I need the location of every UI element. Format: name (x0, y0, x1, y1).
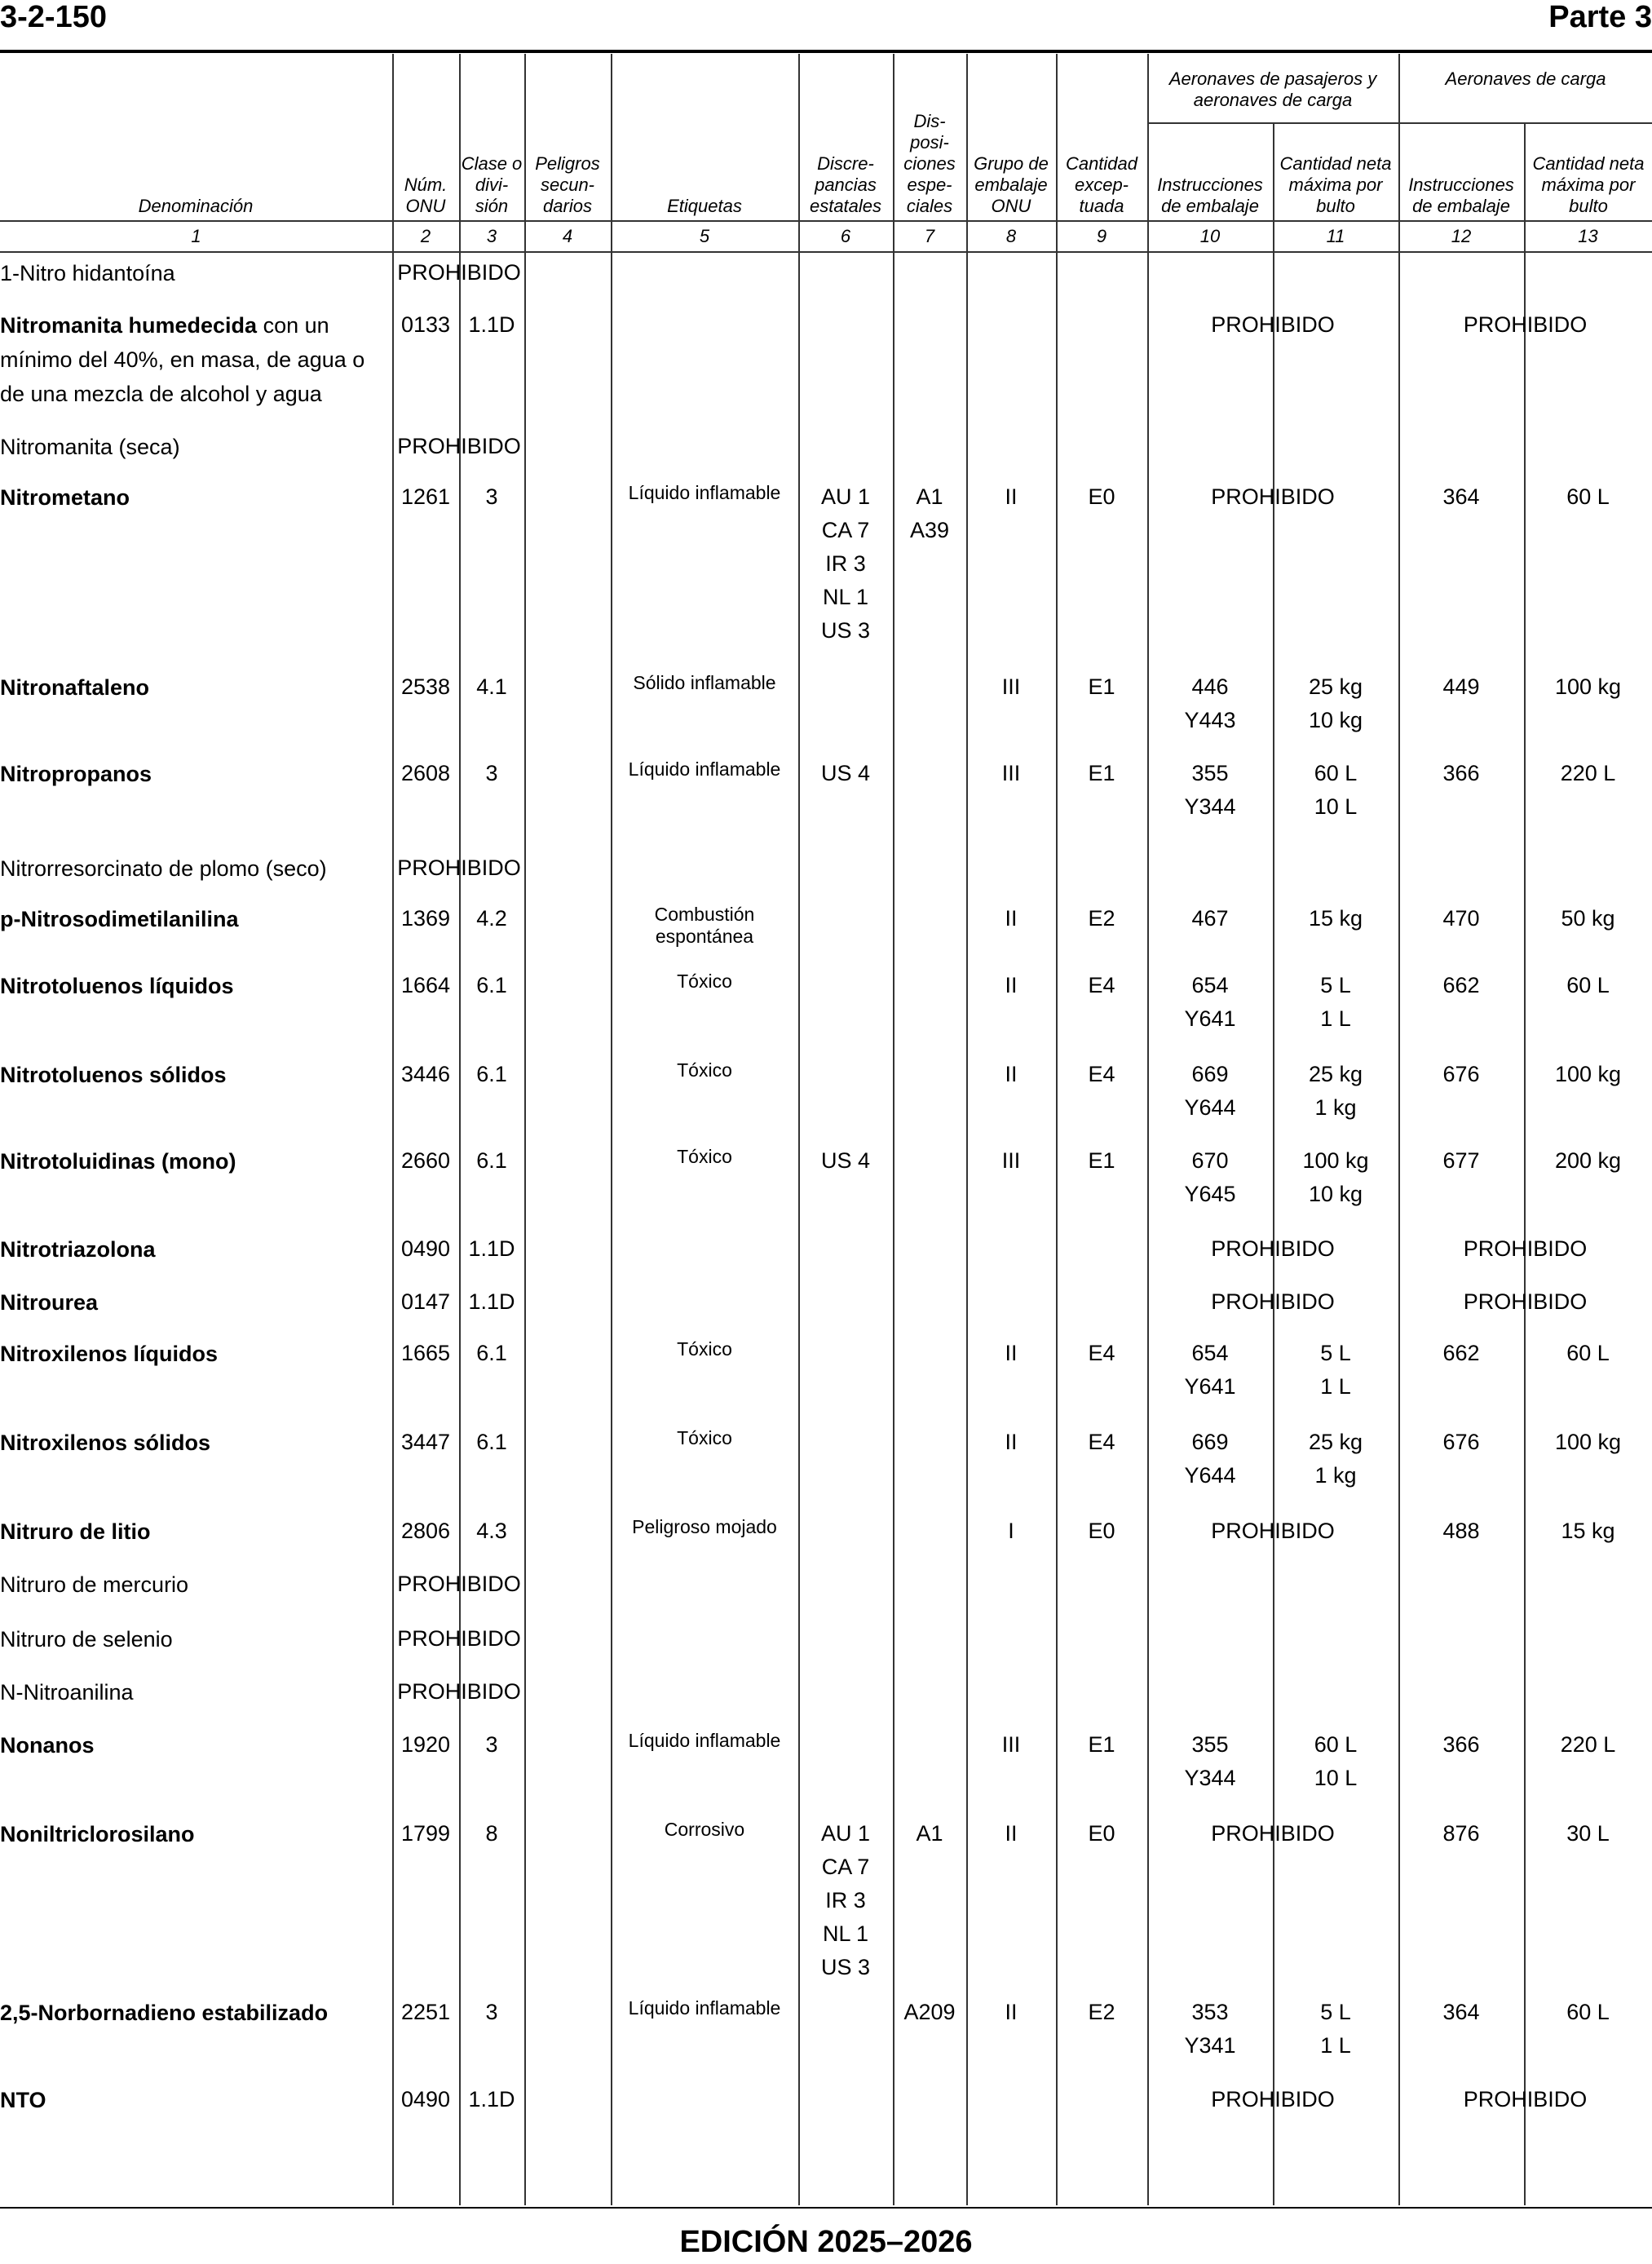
header-peligros: Peligros secun- darios (535, 153, 600, 216)
packing-group: II (1005, 973, 1018, 997)
cargo-prohibited-label: PROHIBIDO (1463, 1236, 1588, 1261)
excepted-quantity: E4 (1088, 1341, 1115, 1365)
substance-name-bold: Nitroxilenos sólidos (0, 1430, 211, 1455)
column-divider (1273, 54, 1274, 2205)
pax-prohibited-label: PROHIBIDO (1211, 1519, 1335, 1543)
cargo-max-quantity: 200 kg (1554, 1148, 1622, 1173)
un-number: 2538 (400, 674, 451, 699)
part-label: Parte 3 (1548, 0, 1652, 34)
state-variation: IR 3 (825, 551, 866, 576)
hazard-label: Corrosivo (664, 1819, 745, 1840)
substance-name-bold: Nitronaftaleno (0, 675, 150, 700)
pax-packing-instruction: Y641 (1184, 1006, 1236, 1031)
pax-packing-instruction: 670 (1191, 1148, 1229, 1173)
header-clase: Clase o divi- sión (461, 153, 523, 216)
substance-name (0, 1144, 383, 1178)
pax-prohibited-label: PROHIBIDO (1211, 1821, 1335, 1846)
cargo-packing-instruction: 364 (1442, 2000, 1480, 2024)
cargo-max-quantity: 30 L (1566, 1821, 1610, 1846)
substance-name-bold: p-Nitrosodimetilanilina (0, 907, 239, 931)
header-cantidad: Cantidad excep- tuada (1065, 153, 1138, 216)
substance-name (0, 969, 383, 1003)
un-number: 2251 (400, 2000, 451, 2024)
pax-packing-instruction: 446 (1191, 674, 1229, 699)
un-number: 1261 (400, 484, 451, 509)
column-divider (893, 54, 894, 2205)
pax-packing-instruction: Y645 (1184, 1182, 1236, 1206)
pax-prohibited-label: PROHIBIDO (1211, 2087, 1335, 2111)
group-header-passenger: Aeronaves de pasajeros y aeronaves de carga (1168, 69, 1377, 110)
hazard-label: Tóxico (677, 1146, 732, 1167)
pax-packing-instruction: 654 (1191, 1341, 1229, 1365)
substance-name-bold: Nitroxilenos líquidos (0, 1342, 219, 1366)
pax-packing-instruction: 355 (1191, 761, 1229, 785)
prohibited-label: PROHIBIDO (397, 1572, 521, 1596)
cargo-max-quantity: 60 L (1566, 484, 1610, 509)
excepted-quantity: E0 (1088, 1821, 1115, 1846)
page-number: 3-2-150 (0, 0, 107, 34)
pax-max-quantity: 15 kg (1308, 906, 1363, 931)
hazard-label: Líquido inflamable (628, 482, 781, 503)
excepted-quantity: E0 (1088, 484, 1115, 509)
page-header (0, 0, 1652, 49)
column-divider (1147, 54, 1149, 2205)
column-divider (1524, 54, 1526, 2205)
header-etiquetas: Etiquetas (667, 196, 742, 216)
cargo-max-quantity: 100 kg (1554, 1062, 1622, 1086)
substance-name-bold: Nitrourea (0, 1290, 99, 1315)
pax-packing-instruction: 669 (1191, 1430, 1229, 1454)
class-division: 6.1 (476, 1430, 507, 1454)
substance-name-detail: N-Nitroanilina (0, 1680, 134, 1705)
pax-packing-instruction: Y344 (1184, 794, 1236, 819)
pax-max-quantity: 25 kg (1308, 674, 1363, 699)
cargo-max-quantity: 220 L (1560, 1732, 1616, 1757)
prohibited-label: PROHIBIDO (397, 434, 521, 458)
column-divider (392, 54, 394, 2205)
cargo-max-quantity: 60 L (1566, 2000, 1610, 2024)
cargo-packing-instruction: 662 (1442, 973, 1480, 997)
state-variation: CA 7 (821, 1855, 870, 1879)
column-divider (459, 54, 461, 2205)
hazard-label: Sólido inflamable (633, 672, 776, 693)
header-rule (0, 50, 1652, 53)
cargo-packing-instruction: 876 (1442, 1821, 1480, 1846)
header-qty-cargo: Cantidad neta máxima por bulto (1532, 153, 1645, 216)
substance-name (0, 1817, 383, 1851)
substance-name (0, 1337, 383, 1371)
cargo-max-quantity: 60 L (1566, 1341, 1610, 1365)
special-provision: A1 (916, 484, 943, 509)
un-number: 1369 (400, 906, 451, 931)
column-divider (1398, 54, 1400, 2205)
pax-packing-instruction: 654 (1191, 973, 1229, 997)
hazard-label: Tóxico (677, 1059, 732, 1081)
column-number: 6 (840, 226, 851, 246)
cargo-prohibited-label: PROHIBIDO (1463, 2087, 1588, 2111)
cargo-packing-instruction: 366 (1442, 761, 1480, 785)
cargo-packing-instruction: 470 (1442, 906, 1480, 931)
pax-packing-instruction: Y443 (1184, 708, 1236, 732)
pax-max-quantity: 5 L (1320, 2000, 1351, 2024)
substance-name-bold: Nitruro de litio (0, 1519, 151, 1544)
cargo-max-quantity: 100 kg (1554, 1430, 1622, 1454)
packing-group: III (1001, 1732, 1021, 1757)
class-division: 4.2 (476, 906, 507, 931)
header-disposiciones: Dis- posi- ciones espe- ciales (903, 111, 956, 216)
hazard-label: Líquido inflamable (628, 1730, 781, 1751)
substance-name (0, 902, 383, 936)
substance-name (0, 1426, 383, 1460)
pax-max-quantity: 1 kg (1314, 1095, 1357, 1120)
packing-group: II (1005, 2000, 1018, 2024)
cargo-packing-instruction: 364 (1442, 484, 1480, 509)
prohibited-label: PROHIBIDO (397, 1626, 521, 1651)
class-division: 6.1 (476, 973, 507, 997)
un-number: 0147 (400, 1289, 451, 1314)
column-number: 3 (486, 226, 497, 246)
packing-group: II (1005, 1430, 1018, 1454)
substance-name-bold: Nitrotoluidinas (mono) (0, 1149, 236, 1174)
excepted-quantity: E1 (1088, 761, 1115, 785)
cargo-packing-instruction: 488 (1442, 1519, 1480, 1543)
substance-name (0, 480, 383, 515)
pax-max-quantity: 1 L (1320, 2033, 1351, 2058)
substance-name (0, 1675, 383, 1709)
excepted-quantity: E0 (1088, 1519, 1115, 1543)
substance-name-bold: Nitromanita humedecida (0, 313, 258, 338)
state-variation: AU 1 (820, 1821, 871, 1846)
header-qty-pax: Cantidad neta máxima por bulto (1279, 153, 1392, 216)
substance-name-bold: Nitrotoluenos líquidos (0, 974, 234, 998)
pax-prohibited-label: PROHIBIDO (1211, 1236, 1335, 1261)
un-number: 3446 (400, 1062, 451, 1086)
substance-name (0, 1232, 383, 1267)
hazard-label: Tóxico (677, 1338, 732, 1360)
substance-name (0, 1996, 383, 2030)
pax-prohibited-label: PROHIBIDO (1211, 484, 1335, 509)
class-division: 3 (485, 761, 498, 785)
class-division: 6.1 (476, 1341, 507, 1365)
un-number: 0490 (400, 1236, 451, 1261)
column-number: 7 (924, 226, 935, 246)
state-variation: NL 1 (822, 1921, 869, 1946)
substance-name-bold: Nitrotoluenos sólidos (0, 1063, 227, 1087)
substance-name-bold: Nitrometano (0, 485, 130, 510)
prohibited-label: PROHIBIDO (397, 856, 521, 880)
substance-name (0, 2083, 383, 2117)
number-row-rule (0, 251, 1652, 253)
packing-group: II (1005, 1341, 1018, 1365)
pax-max-quantity: 10 L (1314, 794, 1358, 819)
pax-packing-instruction: Y644 (1184, 1095, 1236, 1120)
excepted-quantity: E4 (1088, 1062, 1115, 1086)
column-number: 11 (1326, 226, 1345, 246)
footer-rule (0, 2207, 1652, 2209)
column-number: 8 (1005, 226, 1017, 246)
state-variation: US 3 (820, 618, 871, 643)
excepted-quantity: E4 (1088, 973, 1115, 997)
pax-max-quantity: 5 L (1320, 1341, 1351, 1365)
excepted-quantity: E1 (1088, 1148, 1115, 1173)
cargo-packing-instruction: 366 (1442, 1732, 1480, 1757)
pax-packing-instruction: Y641 (1184, 1374, 1236, 1399)
state-variation: AU 1 (820, 484, 871, 509)
class-division: 1.1D (468, 2087, 515, 2111)
state-variation: CA 7 (821, 518, 870, 542)
substance-name (0, 308, 383, 411)
header-discrepancias: Discre- pancias estatales (809, 153, 882, 216)
class-division: 8 (485, 1821, 498, 1846)
packing-group: II (1005, 1062, 1018, 1086)
cargo-prohibited-label: PROHIBIDO (1463, 1289, 1588, 1314)
state-variation: NL 1 (822, 585, 869, 609)
un-number: 1665 (400, 1341, 451, 1365)
special-provision: A209 (903, 2000, 956, 2024)
excepted-quantity: E1 (1088, 674, 1115, 699)
substance-name-detail: Nitromanita (seca) (0, 435, 180, 459)
column-number: 9 (1096, 226, 1107, 246)
packing-group: III (1001, 674, 1021, 699)
column-number: 13 (1578, 226, 1598, 246)
class-division: 3 (485, 484, 498, 509)
pax-packing-instruction: 355 (1191, 1732, 1229, 1757)
excepted-quantity: E2 (1088, 906, 1115, 931)
column-number: 2 (420, 226, 431, 246)
column-divider (966, 54, 968, 2205)
class-division: 6.1 (476, 1062, 507, 1086)
substance-name (0, 1058, 383, 1092)
pax-max-quantity: 1 L (1320, 1374, 1351, 1399)
state-variation: US 4 (820, 1148, 871, 1173)
class-division: 4.1 (476, 674, 507, 699)
class-division: 4.3 (476, 1519, 507, 1543)
header-instr-cargo: Instrucciones de embalaje (1408, 175, 1514, 216)
un-number: 0133 (400, 312, 451, 337)
pax-max-quantity: 100 kg (1302, 1148, 1369, 1173)
prohibited-label: PROHIBIDO (397, 260, 521, 285)
hazard-label: Peligroso mojado (632, 1516, 777, 1537)
cargo-max-quantity: 50 kg (1561, 906, 1615, 931)
cargo-max-quantity: 15 kg (1561, 1519, 1615, 1543)
class-division: 1.1D (468, 1289, 515, 1314)
header-instr-pax: Instrucciones de embalaje (1157, 175, 1263, 216)
class-division: 3 (485, 1732, 498, 1757)
hazard-label: Tóxico (677, 971, 732, 992)
special-provision: A39 (909, 518, 950, 542)
hazard-label: Tóxico (677, 1427, 732, 1448)
pax-packing-instruction: Y341 (1184, 2033, 1236, 2058)
substance-name (0, 430, 383, 464)
packing-group: II (1005, 484, 1018, 509)
cargo-packing-instruction: 676 (1442, 1062, 1480, 1086)
substance-name-bold: Nonanos (0, 1733, 95, 1758)
substance-name (0, 757, 383, 791)
substance-name (0, 670, 383, 705)
header-onu: Núm. ONU (404, 175, 448, 216)
substance-name (0, 1285, 383, 1320)
un-number: 1799 (400, 1821, 451, 1846)
substance-name (0, 1728, 383, 1762)
substance-name-bold: Nitrotriazolona (0, 1237, 156, 1262)
cargo-prohibited-label: PROHIBIDO (1463, 312, 1588, 337)
substance-name-detail: Nitruro de mercurio (0, 1572, 189, 1597)
un-number: 2608 (400, 761, 451, 785)
column-number: 4 (562, 226, 573, 246)
un-number: 2806 (400, 1519, 451, 1543)
column-number: 5 (699, 226, 710, 246)
pax-max-quantity: 25 kg (1308, 1062, 1363, 1086)
substance-name (0, 1514, 383, 1549)
state-variation: IR 3 (825, 1888, 866, 1912)
substance-name-bold: Noniltriclorosilano (0, 1822, 195, 1846)
class-division: 6.1 (476, 1148, 507, 1173)
pax-max-quantity: 60 L (1314, 761, 1358, 785)
column-number: 12 (1451, 226, 1472, 246)
pax-max-quantity: 1 L (1320, 1006, 1351, 1031)
pax-packing-instruction: Y644 (1184, 1463, 1236, 1488)
class-division: 1.1D (468, 1236, 515, 1261)
class-division: 1.1D (468, 312, 515, 337)
substance-name-detail: Nitruro de selenio (0, 1627, 173, 1652)
state-variation: US 3 (820, 1955, 871, 1979)
excepted-quantity: E4 (1088, 1430, 1115, 1454)
class-division: 3 (485, 2000, 498, 2024)
column-number: 10 (1199, 226, 1221, 246)
un-number: 1920 (400, 1732, 451, 1757)
prohibited-label: PROHIBIDO (397, 1679, 521, 1704)
substance-name-bold: NTO (0, 2088, 46, 2112)
substance-name (0, 1622, 383, 1656)
pax-max-quantity: 10 L (1314, 1766, 1358, 1790)
pax-packing-instruction: 467 (1191, 906, 1229, 931)
pax-prohibited-label: PROHIBIDO (1211, 312, 1335, 337)
excepted-quantity: E1 (1088, 1732, 1115, 1757)
packing-group: II (1005, 1821, 1018, 1846)
hazard-label: Líquido inflamable (628, 1997, 781, 2019)
substance-name (0, 256, 383, 290)
edition-label: EDICIÓN 2025–2026 (679, 2225, 973, 2259)
packing-group: III (1001, 761, 1021, 785)
pax-max-quantity: 60 L (1314, 1732, 1358, 1757)
hazard-label: Líquido inflamable (628, 758, 781, 780)
excepted-quantity: E2 (1088, 2000, 1115, 2024)
pax-max-quantity: 10 kg (1308, 708, 1363, 732)
cargo-max-quantity: 60 L (1566, 973, 1610, 997)
packing-group: II (1005, 906, 1018, 931)
cargo-max-quantity: 100 kg (1554, 674, 1622, 699)
cargo-max-quantity: 220 L (1560, 761, 1616, 785)
pax-prohibited-label: PROHIBIDO (1211, 1289, 1335, 1314)
un-number: 1664 (400, 973, 451, 997)
substance-name-detail: con un mínimo del 40%, en masa, de agua o de una mezcla de alcohol y agua (0, 313, 365, 406)
cargo-packing-instruction: 662 (1442, 1341, 1480, 1365)
substance-name-bold: 2,5-Norbornadieno estabilizado (0, 2001, 329, 2025)
cargo-packing-instruction: 449 (1442, 674, 1480, 699)
cargo-packing-instruction: 676 (1442, 1430, 1480, 1454)
packing-group: III (1001, 1148, 1021, 1173)
hazard-label: Combustión espontánea (654, 904, 755, 947)
column-divider (611, 54, 612, 2205)
pax-max-quantity: 10 kg (1308, 1182, 1363, 1206)
substance-name (0, 851, 383, 886)
column-divider (1056, 54, 1058, 2205)
pax-max-quantity: 1 kg (1314, 1463, 1357, 1488)
header-denominacion: Denominación (138, 196, 254, 216)
pax-packing-instruction: 669 (1191, 1062, 1229, 1086)
cargo-packing-instruction: 677 (1442, 1148, 1480, 1173)
pax-packing-instruction: 353 (1191, 2000, 1229, 2024)
group-header-rule (1147, 122, 1652, 124)
pax-max-quantity: 25 kg (1308, 1430, 1363, 1454)
state-variation: US 4 (820, 761, 871, 785)
un-number: 0490 (400, 2087, 451, 2111)
un-number: 3447 (400, 1430, 451, 1454)
column-divider (524, 54, 526, 2205)
substance-name (0, 1568, 383, 1602)
un-number: 2660 (400, 1148, 451, 1173)
group-header-cargo: Aeronaves de carga (1445, 69, 1606, 89)
substance-name-detail: Nitrorresorcinato de plomo (seco) (0, 856, 327, 881)
column-number: 1 (191, 226, 201, 246)
pax-max-quantity: 5 L (1320, 973, 1351, 997)
substance-name-bold: Nitropropanos (0, 762, 152, 786)
pax-packing-instruction: Y344 (1184, 1766, 1236, 1790)
special-provision: A1 (916, 1821, 943, 1846)
header-grupo: Grupo de embalaje ONU (974, 153, 1049, 216)
packing-group: I (1008, 1519, 1014, 1543)
substance-name-detail: 1-Nitro hidantoína (0, 261, 175, 285)
